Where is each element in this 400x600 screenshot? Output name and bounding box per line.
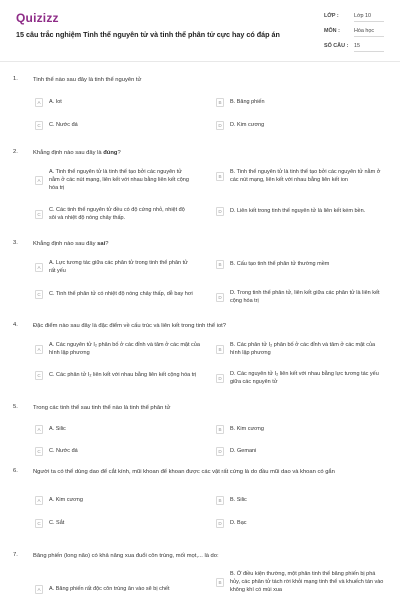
question-3 [0,240,400,304]
option-c[interactable] [35,371,200,380]
meta-row-subject [324,28,384,43]
question-4 [0,322,400,385]
option-letter: A [35,176,43,185]
option-b[interactable] [216,260,386,269]
option-text: A. Iot [49,98,62,105]
option-letter: A [35,425,43,434]
question-number: 1. [13,76,18,82]
option-letter: B [216,578,224,587]
option-letter: C [35,519,43,528]
option-letter: B [216,425,224,434]
question-2 [0,149,400,221]
meta-row-class [324,13,384,28]
document-title: 15 câu trắc nghiệm Tinh thể nguyên tử và tinh thể phân tử cực hay có đáp án [16,30,280,39]
question-1 [0,76,400,128]
option-letter: A [35,98,43,107]
meta-label: MÔN : [324,28,340,34]
option-b[interactable] [216,496,386,505]
meta-value: Hóa học [354,28,384,37]
option-d[interactable] [216,121,386,130]
document-header [0,0,400,62]
question-text: Đặc điểm nào sau đây là đặc điểm về cấu trúc và liên kết trong tinh thể iot? [33,323,227,329]
option-text: C. Tinh thể phân tử có nhiệt độ nóng chảy thấp, dễ bay hơi [49,290,193,297]
meta-row-question-count [324,43,384,58]
option-text: A. Lực tương tác giữa các phân tử trong tinh thể phân tử rất yếu [49,260,188,274]
question-number: 3. [13,240,18,246]
option-c[interactable] [35,447,185,456]
option-c[interactable] [35,121,185,130]
option-letter: B [216,496,224,505]
question-6 [0,468,400,526]
option-text: A. Băng phiến rất độc côn trùng ăn vào sẽ bị chết [49,585,170,592]
option-d[interactable] [216,519,386,528]
option-letter: D [216,519,224,528]
meta-label: SỐ CÂU : [324,43,349,49]
option-a[interactable] [35,342,200,358]
option-text: B. Tinh thể nguyên tử là tinh thể tạo bởi các nguyên tử nằm ở các nút mạng, liên kết với nhau bằng liên kết ion [230,169,381,183]
option-text: C. Nước đá [49,121,78,128]
option-text: A. Silic [49,425,66,432]
question-text: Người ta có thể dùng dao để cắt kính, mũi khoan để khoan được các vật rất cứng là do đầu mũi dao và khoan có gắn [33,469,335,475]
option-c[interactable] [35,207,193,223]
option-d[interactable] [216,290,386,306]
option-text: D. Bạc [230,519,247,526]
option-text: D. Liên kết trong tinh thể nguyên tử là liên kết kém bền. [230,207,366,214]
option-letter: B [216,260,224,269]
question-text: Khẳng định nào sau đây là đúng? [33,150,121,156]
option-letter: D [216,293,224,302]
option-letter: C [35,121,43,130]
option-b[interactable] [216,425,386,434]
option-text: B. Các phân tử I₂ phân bố ở các đỉnh và tâm ở các mặt của hình lập phương [230,342,376,356]
option-a[interactable] [35,496,185,505]
option-letter: D [216,207,224,216]
question-text: Băng phiến (long não) có khả năng xua đuổi côn trùng, mối mọt,... là do: [33,553,219,559]
option-d[interactable] [216,371,386,387]
option-text: D. Các nguyên tử I₂ liên kết với nhau bằng lực tương tác yếu giữa các nguyên tử [230,371,379,385]
option-letter: D [216,121,224,130]
option-letter: C [35,210,43,219]
option-letter: C [35,447,43,456]
meta-box [324,13,384,58]
option-letter: B [216,172,224,181]
option-d[interactable] [216,447,386,456]
option-letter: A [35,496,43,505]
question-7 [0,552,400,593]
option-b[interactable] [216,98,386,107]
option-c[interactable] [35,290,193,299]
option-letter: D [216,374,224,383]
option-text: C. Các tinh thể nguyên tử đều có độ cứng nhỏ, nhiệt độ sôi và nhiệt độ nóng chảy thấp. [49,207,185,221]
option-letter: B [216,345,224,354]
option-text: B. Silic [230,496,247,503]
option-text: A. Các nguyên tử I₂ phân bố ở các đỉnh và tâm ở các mặt của hình lập phương [49,342,200,356]
option-letter: A [35,263,43,272]
option-b[interactable] [216,342,386,358]
option-text: C. Các phân tử I₂ liên kết với nhau bằng liên kết cộng hóa trị [49,371,197,378]
option-text: B. Kim cương [230,425,264,432]
meta-label: LỚP : [324,13,339,19]
option-letter: A [35,345,43,354]
option-b[interactable] [216,169,386,185]
option-c[interactable] [35,519,185,528]
option-letter: C [35,290,43,299]
option-text: B. Băng phiến [230,98,265,105]
option-text: C. Sắt [49,519,65,526]
option-text: A. Tinh thể nguyên tử là tinh thể tạo bởi các nguyên tử nằm ở các nút mạng, liên kết với nhau bằng liên kết cộng hóa trị [49,169,189,191]
option-b[interactable] [216,571,386,594]
option-letter: B [216,98,224,107]
option-d[interactable] [216,207,386,216]
quizizz-logo: Quizizz [16,11,59,25]
option-text: A. Kim cương [49,496,83,503]
question-number: 7. [13,552,18,558]
option-a[interactable] [35,98,185,107]
question-5 [0,404,400,454]
option-text: D. Gemani [230,447,257,454]
question-text: Trong các tinh thể sau tinh thể nào là tinh thể phân tử [33,405,171,411]
question-text: Tinh thể nào sau đây là tinh thể nguyên tử [33,77,142,83]
option-a[interactable] [35,585,200,594]
option-text: D. Trong tinh thể phân tử, liên kết giữa các phân tử là liên kết cộng hóa trị [230,290,380,304]
question-text: Khẳng định nào sau đây sai? [33,241,109,247]
option-letter: D [216,447,224,456]
option-a[interactable] [35,260,193,276]
option-letter: C [35,371,43,380]
question-number: 4. [13,322,18,328]
option-a[interactable] [35,425,185,434]
option-letter: A [35,585,43,594]
option-text: B. Ở điều kiện thường, một phân tinh thể băng phiến bị phá hủy, các phân tử tách rời khỏi mạng tinh thể và khuếch tán vào không khí có mùi xua [230,571,384,593]
question-number: 5. [13,404,18,410]
meta-value: 15 [354,43,384,52]
option-text: C. Nước đá [49,447,78,454]
question-number: 2. [13,149,18,155]
question-number: 6. [13,468,18,474]
option-a[interactable] [35,169,193,192]
option-text: D. Kim cương [230,121,265,128]
meta-value: Lớp 10 [354,13,384,22]
option-text: B. Cấu tạo tinh thể phân tử thường mềm [230,260,330,267]
